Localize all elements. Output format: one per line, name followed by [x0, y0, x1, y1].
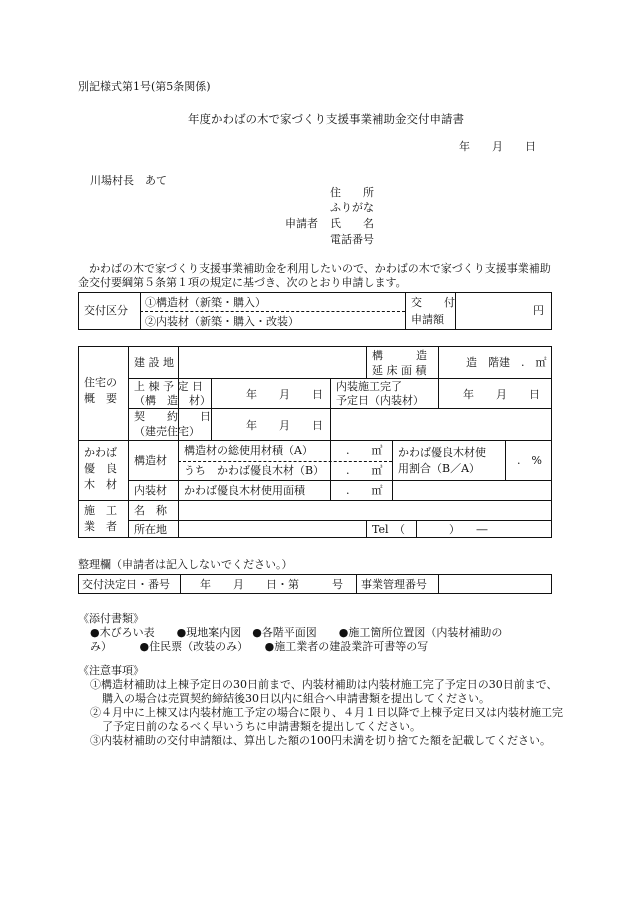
grant-amount-label-2: 申請額 [411, 313, 444, 326]
applicant-phone-label: 電話番号 [330, 233, 374, 246]
note-item-1: ①構造材補助は上棟予定日の30日前まで、内装材補助は内装材施工完了予定日の30日前まで、購入の場合は売買契約締結後30日以内に組合へ申請書類を提出してください。 [90, 678, 558, 705]
ratio-value[interactable]: . % [517, 454, 542, 467]
structural-kawaba-label: うち かわば優良木材（B） [184, 464, 325, 477]
builder-label: 施 工 [84, 504, 117, 517]
grant-option-interior[interactable]: ②内装材（新築・購入・改装） [145, 315, 299, 328]
grant-amount-label: 交 付 [411, 296, 455, 309]
form-number: 別記様式第1号(第5条関係) [78, 80, 211, 93]
ratio-label: かわば優良木材使 [398, 446, 486, 459]
floor-area-label: 延 床 面 積 [372, 364, 427, 377]
builder-tel[interactable]: Tel （ ） ― [372, 523, 488, 536]
decision-value: 年 月 日・第 号 [200, 578, 343, 591]
kawaba-wood-label: かわば [84, 446, 117, 459]
kawaba-wood-label-3: 木 材 [84, 478, 117, 491]
interior-date-sublabel: 予定日（内装材） [336, 394, 424, 407]
grant-option-structural[interactable]: ①構造材（新築・購入） [145, 296, 266, 309]
applicant-furigana-label: ふりがな [330, 201, 374, 214]
ratio-label-2: 用割合（B／A） [398, 462, 481, 475]
note-item-2: ②４月中に上棟又は内装材施工予定の場合に限り、４月１日以降で上棟予定日又は内装材施工完了予定日前のなるべく早いうちに申請書類を提出してください。 [90, 706, 563, 733]
structural-kawaba-value[interactable]: . ㎥ [346, 464, 383, 477]
contract-date-label: 契 約 日 [134, 410, 211, 423]
management-number-label: 事業管理番号 [361, 578, 427, 591]
interior-material-label: 内装材 [134, 484, 167, 497]
application-date[interactable]: 年 月 日 [459, 140, 536, 153]
decision-label: 交付決定日・番号 [82, 578, 170, 591]
structure-label: 構 造 [372, 349, 427, 362]
notes-heading: 《注意事項》 [78, 664, 144, 677]
site-label: 建 設 地 [134, 356, 174, 369]
interior-area-value[interactable]: . ㎡ [346, 484, 383, 497]
frame-date-sublabel: （構 造 材） [134, 394, 211, 407]
applicant-label: 申請者 [285, 217, 318, 230]
applicant-name-label: 氏 名 [330, 217, 374, 230]
frame-date-value[interactable]: 年 月 日 [246, 388, 323, 401]
applicant-address-label: 住 所 [330, 186, 374, 199]
kawaba-wood-label-2: 優 良 [84, 462, 117, 475]
contract-date-sublabel: （建売住宅） [134, 425, 200, 438]
office-use-heading: 整理欄（申請者は記入しないでください。） [78, 558, 293, 571]
intro-paragraph: かわばの木で家づくり支援事業補助金を利用したいので、かわばの木で家づくり支援事業補助金交付要綱第５条第１項の規定に基づき、次のとおり申請します。 [78, 262, 551, 289]
house-overview-label-2: 概 要 [84, 392, 117, 405]
structural-total-value[interactable]: . ㎥ [346, 444, 383, 457]
note-item-3: ③内装材補助の交付申請額は、算出した額の100円未満を切り捨てた額を記載してください。 [90, 734, 551, 747]
interior-area-label: かわば優良木材使用面積 [184, 484, 305, 497]
house-overview-label: 住宅の [84, 376, 117, 389]
grant-category-label: 交付区分 [84, 304, 128, 317]
structural-material-label: 構造材 [134, 454, 167, 467]
builder-address-label: 所在地 [134, 523, 167, 536]
grant-amount-yen[interactable]: 円 [533, 304, 544, 317]
addressee: 川場村長 あて [90, 174, 167, 187]
structure-value[interactable]: 造 階建 . ㎡ [466, 356, 547, 369]
attachments-line-2: み） ●住民票（改装のみ） ●施工業者の建設業許可書等の写 [90, 640, 429, 653]
builder-name-label: 名 称 [134, 504, 167, 517]
attachments-heading: 《添付書類》 [78, 612, 144, 625]
document-title: 年度かわばの木で家づくり支援事業補助金交付申請書 [188, 112, 464, 126]
interior-date-value[interactable]: 年 月 日 [463, 388, 540, 401]
frame-date-label: 上 棟 予 定 日 [134, 380, 203, 393]
structural-total-label: 構造材の総使用材積（A） [184, 444, 313, 457]
builder-label-2: 業 者 [84, 520, 117, 533]
contract-date-value[interactable]: 年 月 日 [246, 419, 323, 432]
interior-date-label: 内装施工完了 [336, 380, 402, 393]
attachments-line-1: ●木びろい表 ●現地案内図 ●各階平面図 ●施工箇所位置図（内装材補助の [90, 626, 503, 639]
